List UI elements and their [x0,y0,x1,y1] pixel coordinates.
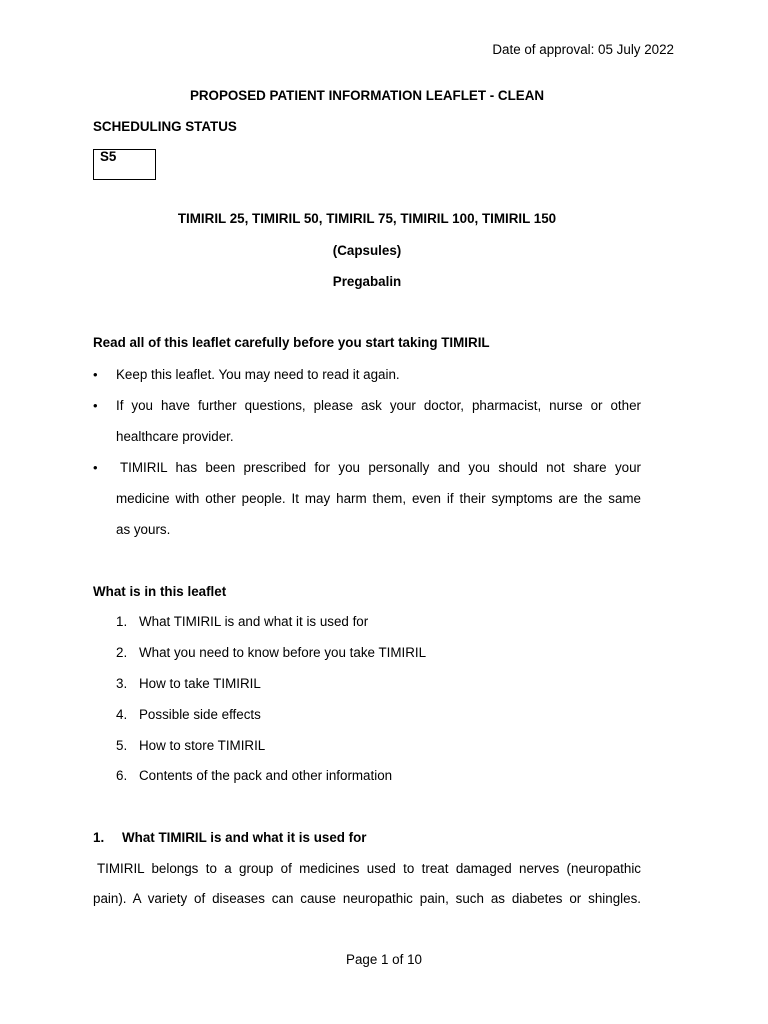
bullet-marker: • [93,460,98,475]
toc-item: What TIMIRIL is and what it is used for [139,614,369,629]
section-1-line-2: pain). A variety of diseases can cause neuropathic pain, such as diabetes or shingles. [93,891,641,906]
toc-heading: What is in this leaflet [93,584,227,599]
scheduling-status-label: SCHEDULING STATUS [93,119,237,134]
toc-item: What you need to know before you take TIMIRIL [139,645,427,660]
toc-num: 1. [116,614,128,629]
section-1-line-1: TIMIRIL belongs to a group of medicines used to treat damaged nerves (neuropathic [97,861,641,876]
toc-num: 5. [116,738,128,753]
schedule-value: S5 [100,149,117,164]
toc-item: How to store TIMIRIL [139,738,266,753]
intro-heading: Read all of this leaflet carefully before you start taking TIMIRIL [93,335,490,350]
bullet-marker: • [93,398,98,413]
page-number: Page 1 of 10 [346,952,422,967]
bullet-3-line-1: TIMIRIL has been prescribed for you personally and you should not share your [120,460,641,475]
toc-num: 3. [116,676,128,691]
toc-num: 6. [116,768,128,783]
toc-num: 4. [116,707,128,722]
bullet-3-line-3: as yours. [116,522,171,537]
toc-item: Possible side effects [139,707,261,722]
bullet-2-line-2: healthcare provider. [116,429,234,444]
approval-date: Date of approval: 05 July 2022 [492,42,674,57]
section-1-number: 1. [93,830,105,845]
product-names: TIMIRIL 25, TIMIRIL 50, TIMIRIL 75, TIMIRIL 100, TIMIRIL 150 [177,211,557,226]
toc-num: 2. [116,645,128,660]
bullet-1-line-1: Keep this leaflet. You may need to read it again. [116,367,400,382]
bullet-marker: • [93,367,98,382]
dosage-form: (Capsules) [332,243,402,258]
section-1-heading: What TIMIRIL is and what it is used for [122,830,367,845]
toc-item: How to take TIMIRIL [139,676,261,691]
document-title: PROPOSED PATIENT INFORMATION LEAFLET - CLEAN [189,88,545,103]
bullet-3-line-2: medicine with other people. It may harm them, even if their symptoms are the same [116,491,641,506]
schedule-box [93,149,156,180]
active-ingredient: Pregabalin [332,274,402,289]
bullet-2-line-1: If you have further questions, please ask your doctor, pharmacist, nurse or other [116,398,641,413]
toc-item: Contents of the pack and other information [139,768,393,783]
